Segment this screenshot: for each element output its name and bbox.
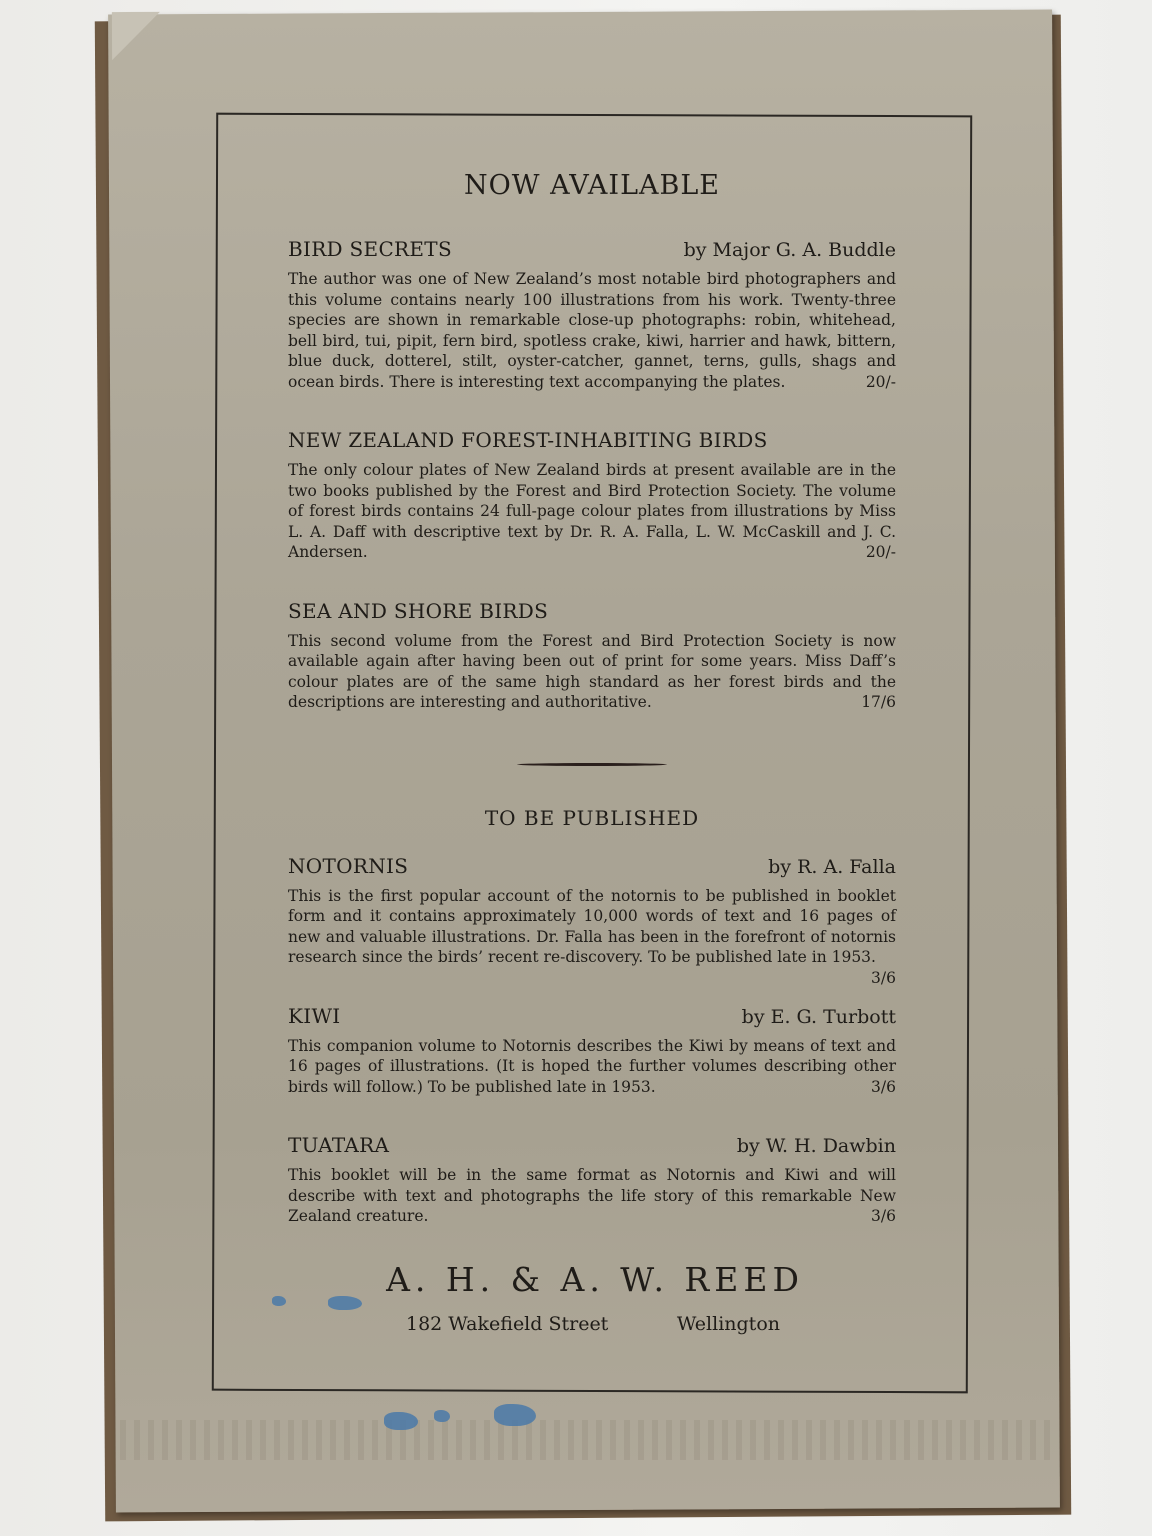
book-entry-bird-secrets bbox=[288, 237, 896, 392]
book-price: 17/6 bbox=[861, 693, 896, 711]
book-description bbox=[288, 1165, 896, 1227]
to-be-published-heading: TO BE PUBLISHED bbox=[484, 805, 700, 830]
description-text: This booklet will be in the same format as Notornis and Kiwi and will describe with text and photographs the life story of this remarkable New Zealand creature. bbox=[288, 1166, 896, 1225]
book-title: KIWI bbox=[288, 1003, 341, 1028]
book-price: 3/6 bbox=[871, 1077, 896, 1096]
book-description bbox=[288, 886, 896, 987]
publisher-name: A. H. & A. W. REED bbox=[386, 1260, 804, 1299]
book-title: TUATARA bbox=[288, 1133, 390, 1157]
book-author: by E. G. Turbott bbox=[741, 1005, 896, 1028]
ink-stain bbox=[272, 1296, 286, 1306]
book-author: by R. A. Falla bbox=[768, 855, 896, 878]
book-entry-tuatara bbox=[288, 1133, 896, 1227]
book-title: NEW ZEALAND FOREST-INHABITING BIRDS bbox=[288, 428, 768, 452]
book-entry-notornis bbox=[288, 853, 896, 987]
book-author: by Major G. A. Buddle bbox=[683, 239, 896, 261]
advertisement-content bbox=[288, 170, 896, 1263]
book-author: by W. H. Dawbin bbox=[736, 1135, 896, 1157]
publisher-street: 182 Wakefield Street bbox=[406, 1313, 609, 1335]
publisher-block bbox=[380, 1260, 810, 1335]
book-title: BIRD SECRETS bbox=[288, 237, 452, 261]
ink-stain bbox=[494, 1404, 536, 1426]
description-text: This companion volume to Notornis describes the Kiwi by means of text and 16 pages of illustrations. (It is hoped the further volumes describing other birds will follow.) To be published late in 1953. bbox=[288, 1036, 896, 1096]
wear-marks bbox=[120, 1420, 1050, 1460]
book-description bbox=[288, 460, 896, 563]
book-description bbox=[288, 269, 896, 392]
now-available-heading: NOW AVAILABLE bbox=[464, 170, 720, 201]
book-entry-sea-shore-birds bbox=[288, 599, 896, 713]
book-price: 20/- bbox=[865, 372, 896, 391]
description-text: This second volume from the Forest and Bird Protection Society is now available again after having been out of print for some years. Miss Daff’s colour plates are of the same high standard as her forest birds and the descriptions are interesting and authoritative. bbox=[288, 631, 896, 711]
description-text: The only colour plates of New Zealand birds at present available are in the two books published by the Forest and Bird Protection Society. The volume of forest birds contains 24 full-page colour plates from illustrations by Miss L. A. Daff with descriptive text by Dr. R. A. Falla, L. W. McCaskill and J. C. Andersen. bbox=[288, 461, 896, 561]
section-divider bbox=[517, 763, 667, 766]
book-entry-kiwi bbox=[288, 1004, 896, 1098]
ink-stain bbox=[384, 1412, 418, 1430]
book-description bbox=[288, 1036, 896, 1098]
book-price: 20/- bbox=[865, 543, 896, 561]
book-title: SEA AND SHORE BIRDS bbox=[288, 598, 549, 623]
description-text: The author was one of New Zealand’s most notable bird photographers and this volume contains nearly 100 illustrations from his work. Twenty-three species are shown in remarkable close-up photographs: robin, whitehead, bell bird, tui, pipit, fern bird, spotless crake, kiwi, harrier and hawk, bittern, blue duck, dotterel, stilt, oyster-catcher, gannet, terns, gulls, shags and ocean birds. There is interesting text accompanying the plates. bbox=[288, 270, 896, 391]
publisher-city: Wellington bbox=[676, 1313, 780, 1335]
dog-ear-corner bbox=[112, 12, 160, 60]
book-entry-forest-birds bbox=[288, 428, 896, 563]
book-title: NOTORNIS bbox=[288, 853, 409, 878]
book-price: 3/6 bbox=[871, 968, 896, 987]
publisher-address bbox=[380, 1313, 810, 1335]
description-text: This is the first popular account of the notornis to be published in booklet form and it contains approximately 10,000 words of text and 16 pages of new and valuable illustrations. Dr. Falla has been in the forefront of notornis research since the birds’ recent re-discovery. To be published late in 1953. bbox=[288, 886, 896, 966]
ink-stain bbox=[328, 1296, 362, 1310]
ink-stain bbox=[434, 1410, 450, 1422]
book-description bbox=[288, 631, 896, 713]
book-price: 3/6 bbox=[871, 1207, 896, 1225]
